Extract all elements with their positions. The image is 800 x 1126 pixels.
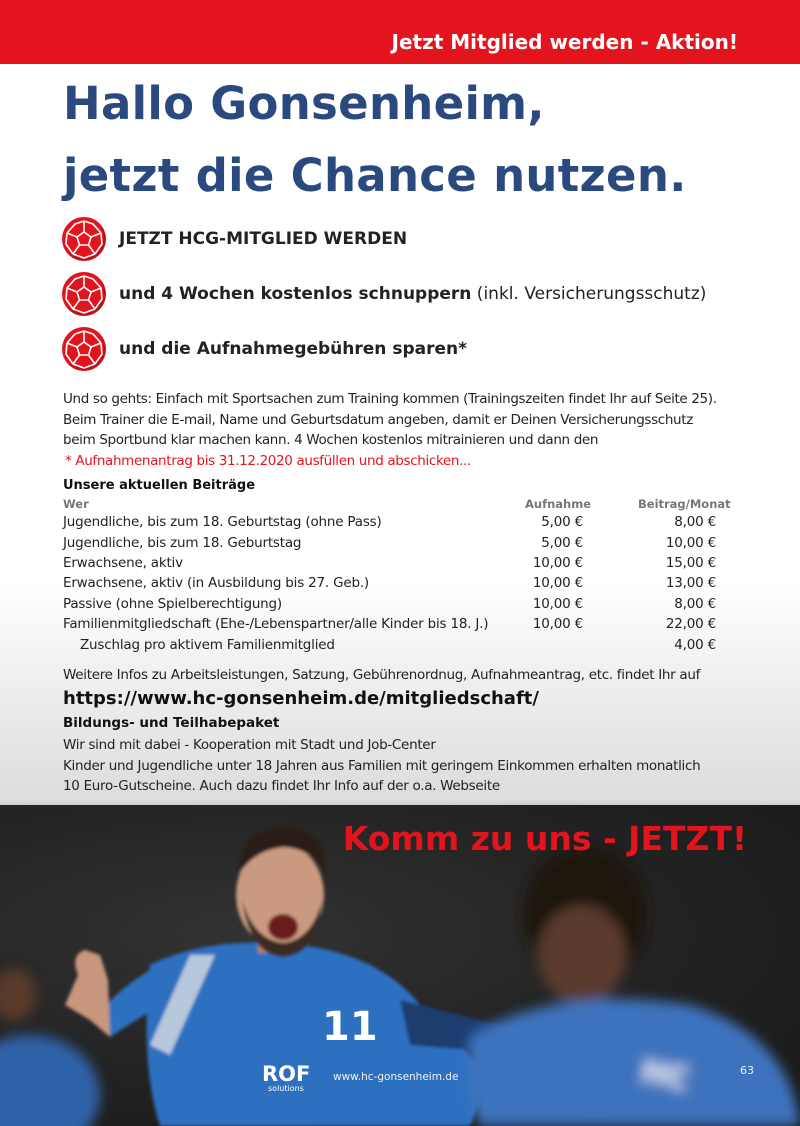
intro-line: Und so gehts: Einfach mit Sportsachen zum Training kommen (Trainingszeiten findet Ihr auf Seite 25).	[63, 391, 717, 407]
title-line-1: Hallo Gonsenheim,	[63, 77, 545, 130]
sponsor-subtext: solutions	[268, 1084, 304, 1093]
handball-icon	[62, 327, 106, 371]
title-line-2: jetzt die Chance nutzen.	[63, 149, 687, 202]
page-title	[63, 68, 687, 212]
table-row: Jugendliche, bis zum 18. Geburtstag (ohne Pass) 5,00 € 8,00 €	[63, 514, 716, 531]
table-row: Erwachsene, aktiv 10,00 € 15,00 €	[63, 554, 716, 571]
bullet-item	[62, 326, 467, 372]
banner-text: Jetzt Mitglied werden - Aktion!	[391, 30, 738, 54]
intro-line: beim Sportbund klar machen kann. 4 Wochen kostenlos mitrainieren und dann den	[63, 432, 599, 448]
bildung-heading: Bildungs- und Teilhabepaket	[63, 715, 280, 731]
membership-link[interactable]: https://www.hc-gonsenheim.de/mitgliedschaft/	[63, 688, 539, 709]
fees-heading: Unsere aktuellen Beiträge	[63, 478, 256, 493]
bildung-line: Kinder und Jugendliche unter 18 Jahren aus Familien mit geringem Einkommen erhalten monatlich	[63, 757, 701, 774]
handball-icon	[62, 217, 106, 261]
sponsor-logo	[262, 1062, 310, 1093]
table-row: Erwachsene, aktiv (in Ausbildung bis 27. Geb.) 10,00 € 13,00 €	[63, 575, 716, 592]
bildung-line: 10 Euro-Gutscheine. Auch dazu findet Ihr Info auf der o.a. Webseite	[63, 778, 500, 794]
fees-table	[63, 512, 716, 655]
table-row: Passive (ohne Spielberechtigung) 10,00 € 8,00 €	[63, 595, 716, 612]
column-header-monthly: Beitrag/Monat	[638, 497, 731, 511]
table-row: Familienmitgliedschaft (Ehe-/Lebenspartner/alle Kinder bis 18. J.) 10,00 € 22,00 €	[63, 616, 716, 633]
bullet-bold: und die Aufnahmegebühren sparen*	[119, 339, 467, 359]
bullet-bold: und 4 Wochen kostenlos schnuppern	[119, 284, 472, 304]
bildung-line: Wir sind mit dabei - Kooperation mit Stadt und Job-Center	[63, 737, 436, 753]
handball-icon	[62, 272, 106, 316]
intro-line: Beim Trainer die E-mail, Name und Geburtsdatum angeben, damit er Deinen Versicherungsschutz	[63, 411, 693, 428]
handball-player-photo	[0, 805, 800, 1126]
footer-url: www.hc-gonsenheim.de	[333, 1071, 459, 1083]
call-to-action: Komm zu uns - JETZT!	[342, 819, 747, 858]
bullet-item	[62, 216, 407, 262]
bildung-text	[63, 735, 700, 797]
bullet-bold: JETZT HCG-MITGLIED WERDEN	[119, 229, 408, 249]
table-row: Jugendliche, bis zum 18. Geburtstag 5,00 € 10,00 €	[63, 534, 716, 551]
bullet-normal: (inkl. Versicherungsschutz)	[471, 284, 707, 304]
sponsor-text: ROF	[262, 1062, 311, 1086]
table-row: Zuschlag pro aktivem Familienmitglied 4,00 €	[80, 636, 716, 653]
intro-paragraph	[63, 389, 743, 471]
top-banner	[0, 0, 800, 64]
column-header-admission: Aufnahme	[525, 497, 592, 511]
deadline-note: * Aufnahmenantrag bis 31.12.2020 ausfüllen und abschicken...	[65, 452, 471, 469]
page-number: 63	[740, 1064, 754, 1077]
jersey-number: 11	[322, 1004, 378, 1050]
column-header-who: Wer	[63, 497, 89, 511]
svg-text:HC: HC	[638, 1053, 692, 1098]
more-info-text: Weitere Infos zu Arbeitsleistungen, Satzung, Gebührenordnug, Aufnahmeantrag, etc. findet Ihr auf	[63, 667, 701, 683]
bullet-item	[62, 271, 706, 317]
